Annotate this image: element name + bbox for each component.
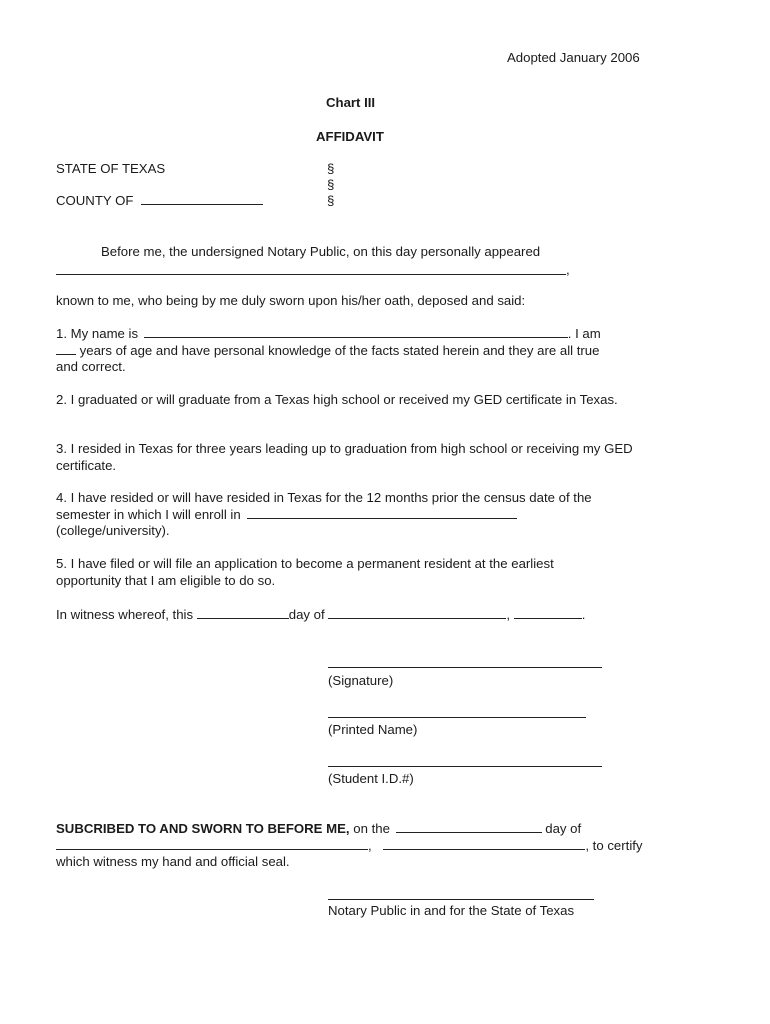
item-5: 5. I have filed or will file an application to become a permanent resident at the earliest opportunity that I am eligible to do so. <box>56 556 554 588</box>
witness-year-blank[interactable] <box>514 607 582 619</box>
section-mark-3: § <box>327 193 335 208</box>
item-2: 2. I graduated or will graduate from a Texas high school or received my GED certificate in Texas. <box>56 392 618 407</box>
state-label: STATE OF TEXAS <box>56 161 166 176</box>
printed-name-label: (Printed Name) <box>328 722 418 737</box>
section-mark-2: § <box>327 177 335 192</box>
item-3: 3. I resided in Texas for three years leading up to graduation from high school or receiving my GED certificate. <box>56 441 633 473</box>
item-4-line-1: 4. I have resided or will have resided in Texas for the 12 months prior the census date of the <box>56 490 592 505</box>
notary-comma: , <box>368 838 372 853</box>
witness-comma: , <box>506 607 511 622</box>
county-blank[interactable] <box>141 193 263 205</box>
witness-day-blank[interactable] <box>197 607 289 619</box>
witness-line <box>56 607 585 622</box>
witness-day-of: day of <box>288 607 325 622</box>
notary-on-the: on the <box>353 821 390 836</box>
intro-comma: , <box>566 262 570 277</box>
item-4-line-3: (college/university). <box>56 523 170 538</box>
item-1-line-1 <box>56 326 601 341</box>
notary-line-3: which witness my hand and official seal. <box>56 854 290 869</box>
notary-day-of: day of <box>545 821 582 836</box>
item-1-line-3: and correct. <box>56 359 126 374</box>
intro-line-1: Before me, the undersigned Notary Public, on this day personally appeared <box>101 244 541 259</box>
witness-period: . <box>581 607 586 622</box>
signature-label: (Signature) <box>328 673 394 688</box>
subscribed-text: SUBCRIBED TO AND SWORN TO BEFORE ME, <box>56 821 350 836</box>
chart-label: Chart III <box>326 95 376 110</box>
notary-month-blank[interactable] <box>56 838 368 850</box>
county-text: COUNTY OF <box>56 193 134 208</box>
notary-line-1 <box>56 821 581 836</box>
adopted-date: Adopted January 2006 <box>507 50 640 65</box>
student-id-label: (Student I.D.#) <box>328 771 414 786</box>
witness-month-blank[interactable] <box>328 607 506 619</box>
section-mark-1: § <box>327 161 335 176</box>
item-4-line-2-text: semester in which I will enroll in <box>56 507 241 522</box>
notary-line-2 <box>56 838 643 853</box>
signature-line[interactable] <box>328 667 602 668</box>
item-1-line-2 <box>56 343 599 358</box>
intro-line-2: known to me, who being by me duly sworn upon his/her oath, deposed and said: <box>56 293 526 308</box>
document-title: AFFIDAVIT <box>316 129 384 144</box>
item-4-line-2 <box>56 507 517 522</box>
item-1-end: . I am <box>567 326 601 341</box>
my-name-blank[interactable] <box>144 326 568 338</box>
notary-signature-line[interactable] <box>328 899 594 900</box>
witness-start: In witness whereof, this <box>56 607 194 622</box>
college-blank[interactable] <box>247 507 517 519</box>
notary-public-label: Notary Public in and for the State of Texas <box>328 903 575 918</box>
notary-year-blank[interactable] <box>383 838 585 850</box>
age-blank[interactable] <box>56 343 76 355</box>
item-1-start: 1. My name is <box>56 326 139 341</box>
item-1-line-2-text: years of age and have personal knowledge of the facts stated herein and they are all true <box>79 343 600 358</box>
appeared-name-blank[interactable] <box>56 274 566 275</box>
county-label <box>56 193 263 208</box>
notary-day-blank[interactable] <box>396 821 542 833</box>
printed-name-line[interactable] <box>328 717 586 718</box>
student-id-line[interactable] <box>328 766 602 767</box>
notary-to-certify: , to certify <box>585 838 643 853</box>
